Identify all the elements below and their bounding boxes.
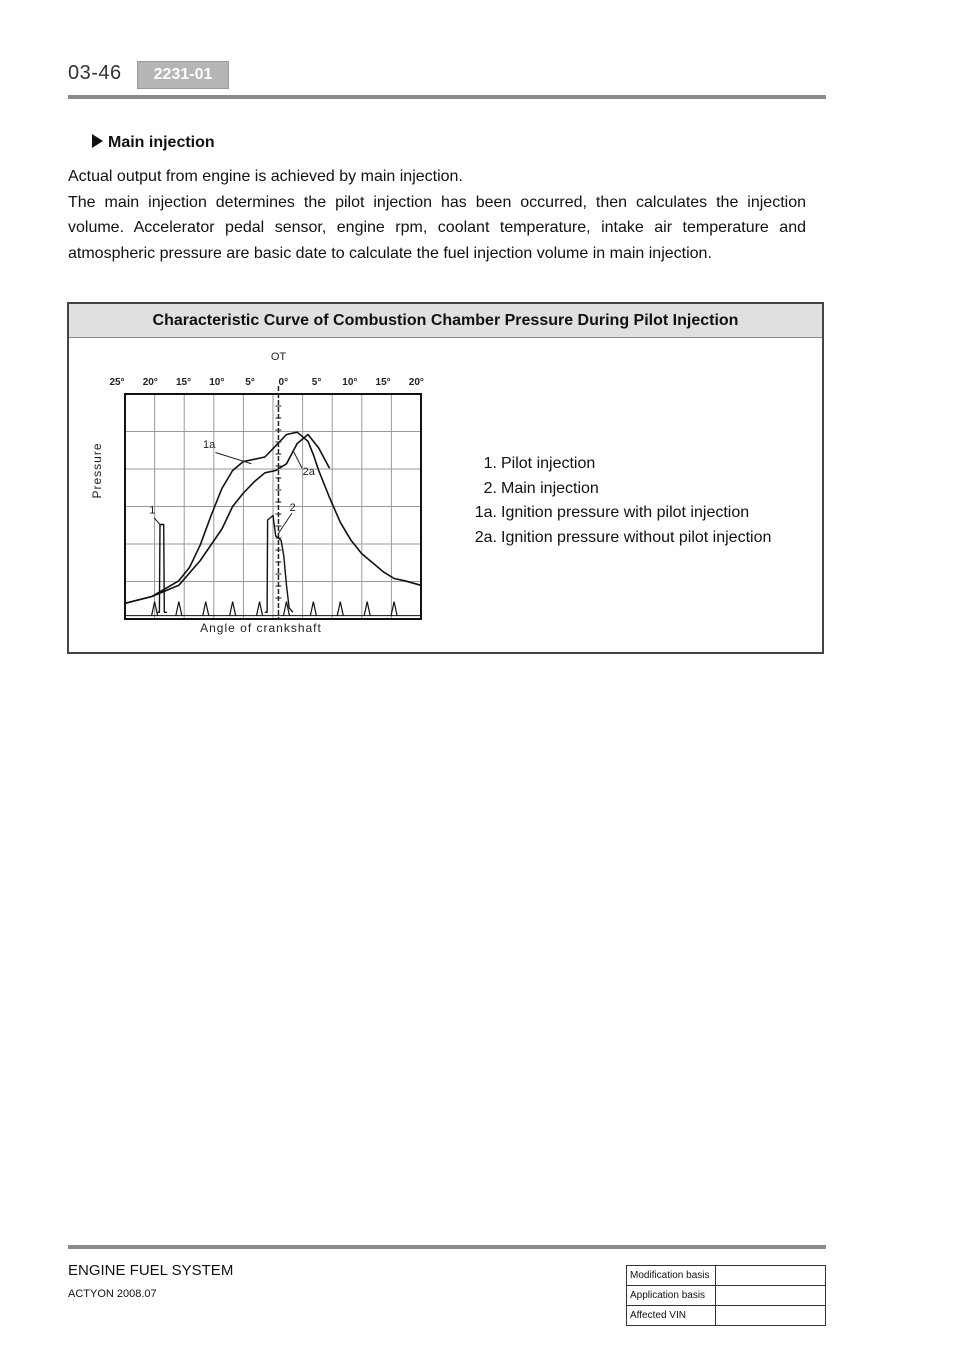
x-tick-label: 25°	[109, 377, 125, 388]
legend-label: Main injection	[501, 479, 599, 497]
page-number: 03-46	[68, 62, 122, 84]
noise-spike	[310, 602, 316, 616]
body-text	[68, 164, 806, 266]
x-tick-label: 10°	[342, 377, 358, 388]
annotation-leader	[215, 453, 251, 464]
legend-item	[467, 501, 771, 526]
section-heading	[92, 134, 215, 152]
x-tick-label: 20°	[142, 377, 158, 388]
basis-value	[716, 1306, 826, 1326]
x-tick-label: 5°	[311, 377, 322, 388]
x-tick-label: 15°	[175, 377, 192, 388]
legend-number: 2.	[483, 479, 497, 497]
noise-spike	[391, 602, 397, 616]
figure-title: Characteristic Curve of Combustion Chamber Pressure During Pilot Injection	[69, 304, 822, 338]
noise-spike	[176, 602, 182, 616]
annotation-label: 2	[289, 502, 296, 514]
basis-label: Application basis	[627, 1286, 716, 1306]
legend-label: Pilot injection	[501, 455, 596, 472]
section-code-badge: 2231-01	[137, 61, 229, 89]
figure-box	[67, 302, 824, 654]
basis-row	[627, 1266, 826, 1286]
series-line-1	[157, 525, 167, 613]
x-tick-label: 10°	[209, 377, 225, 388]
legend-number: 2a.	[474, 528, 497, 546]
footer-subtitle: ACTYON 2008.07	[68, 1288, 157, 1300]
noise-spike	[230, 602, 236, 616]
basis-table	[626, 1265, 826, 1326]
tdc-label: OT	[270, 351, 287, 363]
x-tick-label: 20°	[408, 377, 424, 388]
section-title: Main injection	[108, 134, 215, 151]
basis-value	[716, 1286, 826, 1306]
paragraph: Actual output from engine is achieved by main injection.	[68, 168, 463, 185]
noise-spike	[337, 602, 343, 616]
legend-number: 1.	[483, 455, 497, 472]
noise-spike	[203, 602, 209, 616]
x-axis-title: Angle of crankshaft	[200, 621, 322, 635]
legend-label: Ignition pressure with pilot injection	[501, 504, 750, 521]
basis-label: Modification basis	[627, 1266, 716, 1286]
footer-title: ENGINE FUEL SYSTEM	[68, 1262, 234, 1279]
legend-item	[467, 452, 771, 477]
annotation-label: 1a	[203, 439, 216, 451]
legend-item	[467, 526, 771, 551]
pressure-chart	[79, 342, 451, 642]
basis-row	[627, 1306, 826, 1326]
legend	[467, 452, 771, 550]
basis-label: Affected VIN	[627, 1306, 716, 1326]
triangle-bullet-icon	[92, 134, 103, 148]
legend-item	[467, 477, 771, 502]
annotation-leader	[293, 450, 302, 468]
noise-spike	[364, 602, 370, 616]
x-tick-label: 0°	[278, 377, 289, 388]
x-tick-label: 5°	[245, 377, 255, 388]
basis-value	[716, 1266, 826, 1286]
noise-spike	[257, 602, 263, 616]
basis-row	[627, 1286, 826, 1306]
bottom-divider	[68, 1245, 826, 1249]
annotation-leader	[278, 513, 291, 533]
x-tick-label: 15°	[375, 377, 391, 388]
paragraph: The main injection determines the pilot injection has been occurred, then calculates the injection volume. Accelerator pedal sensor, engine rpm, coolant temperature, intake air temperature and atmospheric pressure are basic date to calculate the fuel injection volume in main injection.	[68, 193, 806, 262]
y-axis-title: Pressure	[90, 442, 104, 499]
top-divider	[68, 95, 826, 99]
annotation-label: 2a	[302, 466, 315, 478]
legend-number: 1a.	[474, 504, 497, 521]
legend-label: Ignition pressure without pilot injection	[501, 528, 772, 546]
annotation-label: 1	[149, 504, 156, 517]
